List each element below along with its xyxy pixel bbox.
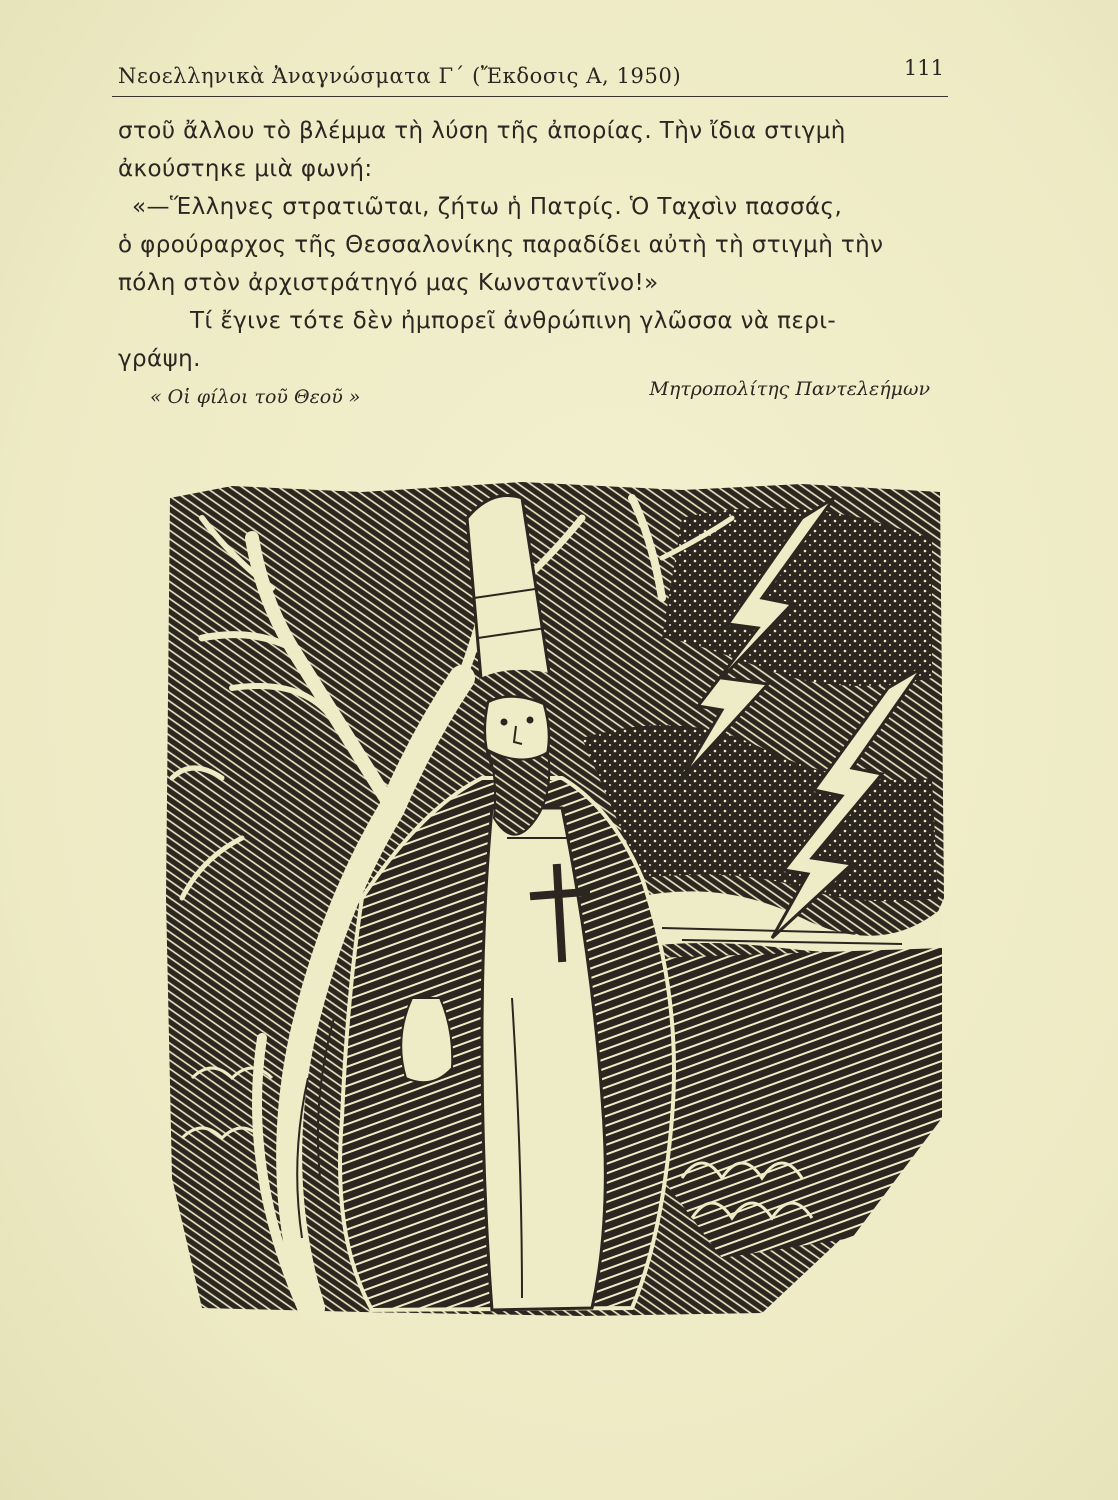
source-citation <box>150 378 930 412</box>
running-head: Νεοελληνικὰ Ἀναγνώσματα Γ΄ (Ἔκδοσις Α, 1950) <box>118 64 682 88</box>
text-line: Τί ἔγινε τότε δὲν ἠμπορεῖ ἀνθρώπινη γλῶσσα νὰ περι- <box>190 308 837 334</box>
page-header <box>112 58 948 97</box>
text-line: ὁ φρούραρχος τῆς Θεσσαλονίκης παραδίδει αὐτὴ τὴ στιγμὴ τὴν <box>118 232 884 258</box>
text-line: «—Ἕλληνες στρατιῶται, ζήτω ἡ Πατρίς. Ὁ Ταχσὶν πασσάς, <box>132 194 843 220</box>
page-number: 111 <box>903 56 944 80</box>
text-line: πόλη στὸν ἀρχιστράτηγό μας Κωνσταντῖνο!» <box>118 270 659 296</box>
text-line: ἀκούστηκε μιὰ φωνή: <box>118 156 373 182</box>
woodcut-illustration <box>162 478 948 1320</box>
source-title: « Οἱ φίλοι τοῦ Θεοῦ » <box>150 386 361 408</box>
body-text <box>118 112 954 378</box>
text-line: στοῦ ἄλλου τὸ βλέμμα τὴ λύση τῆς ἀπορίας. Τὴν ἴδια στιγμὴ <box>118 118 846 144</box>
text-line: γράψη. <box>118 346 201 372</box>
source-author: Μητροπολίτης Παντελεήμων <box>649 378 930 400</box>
